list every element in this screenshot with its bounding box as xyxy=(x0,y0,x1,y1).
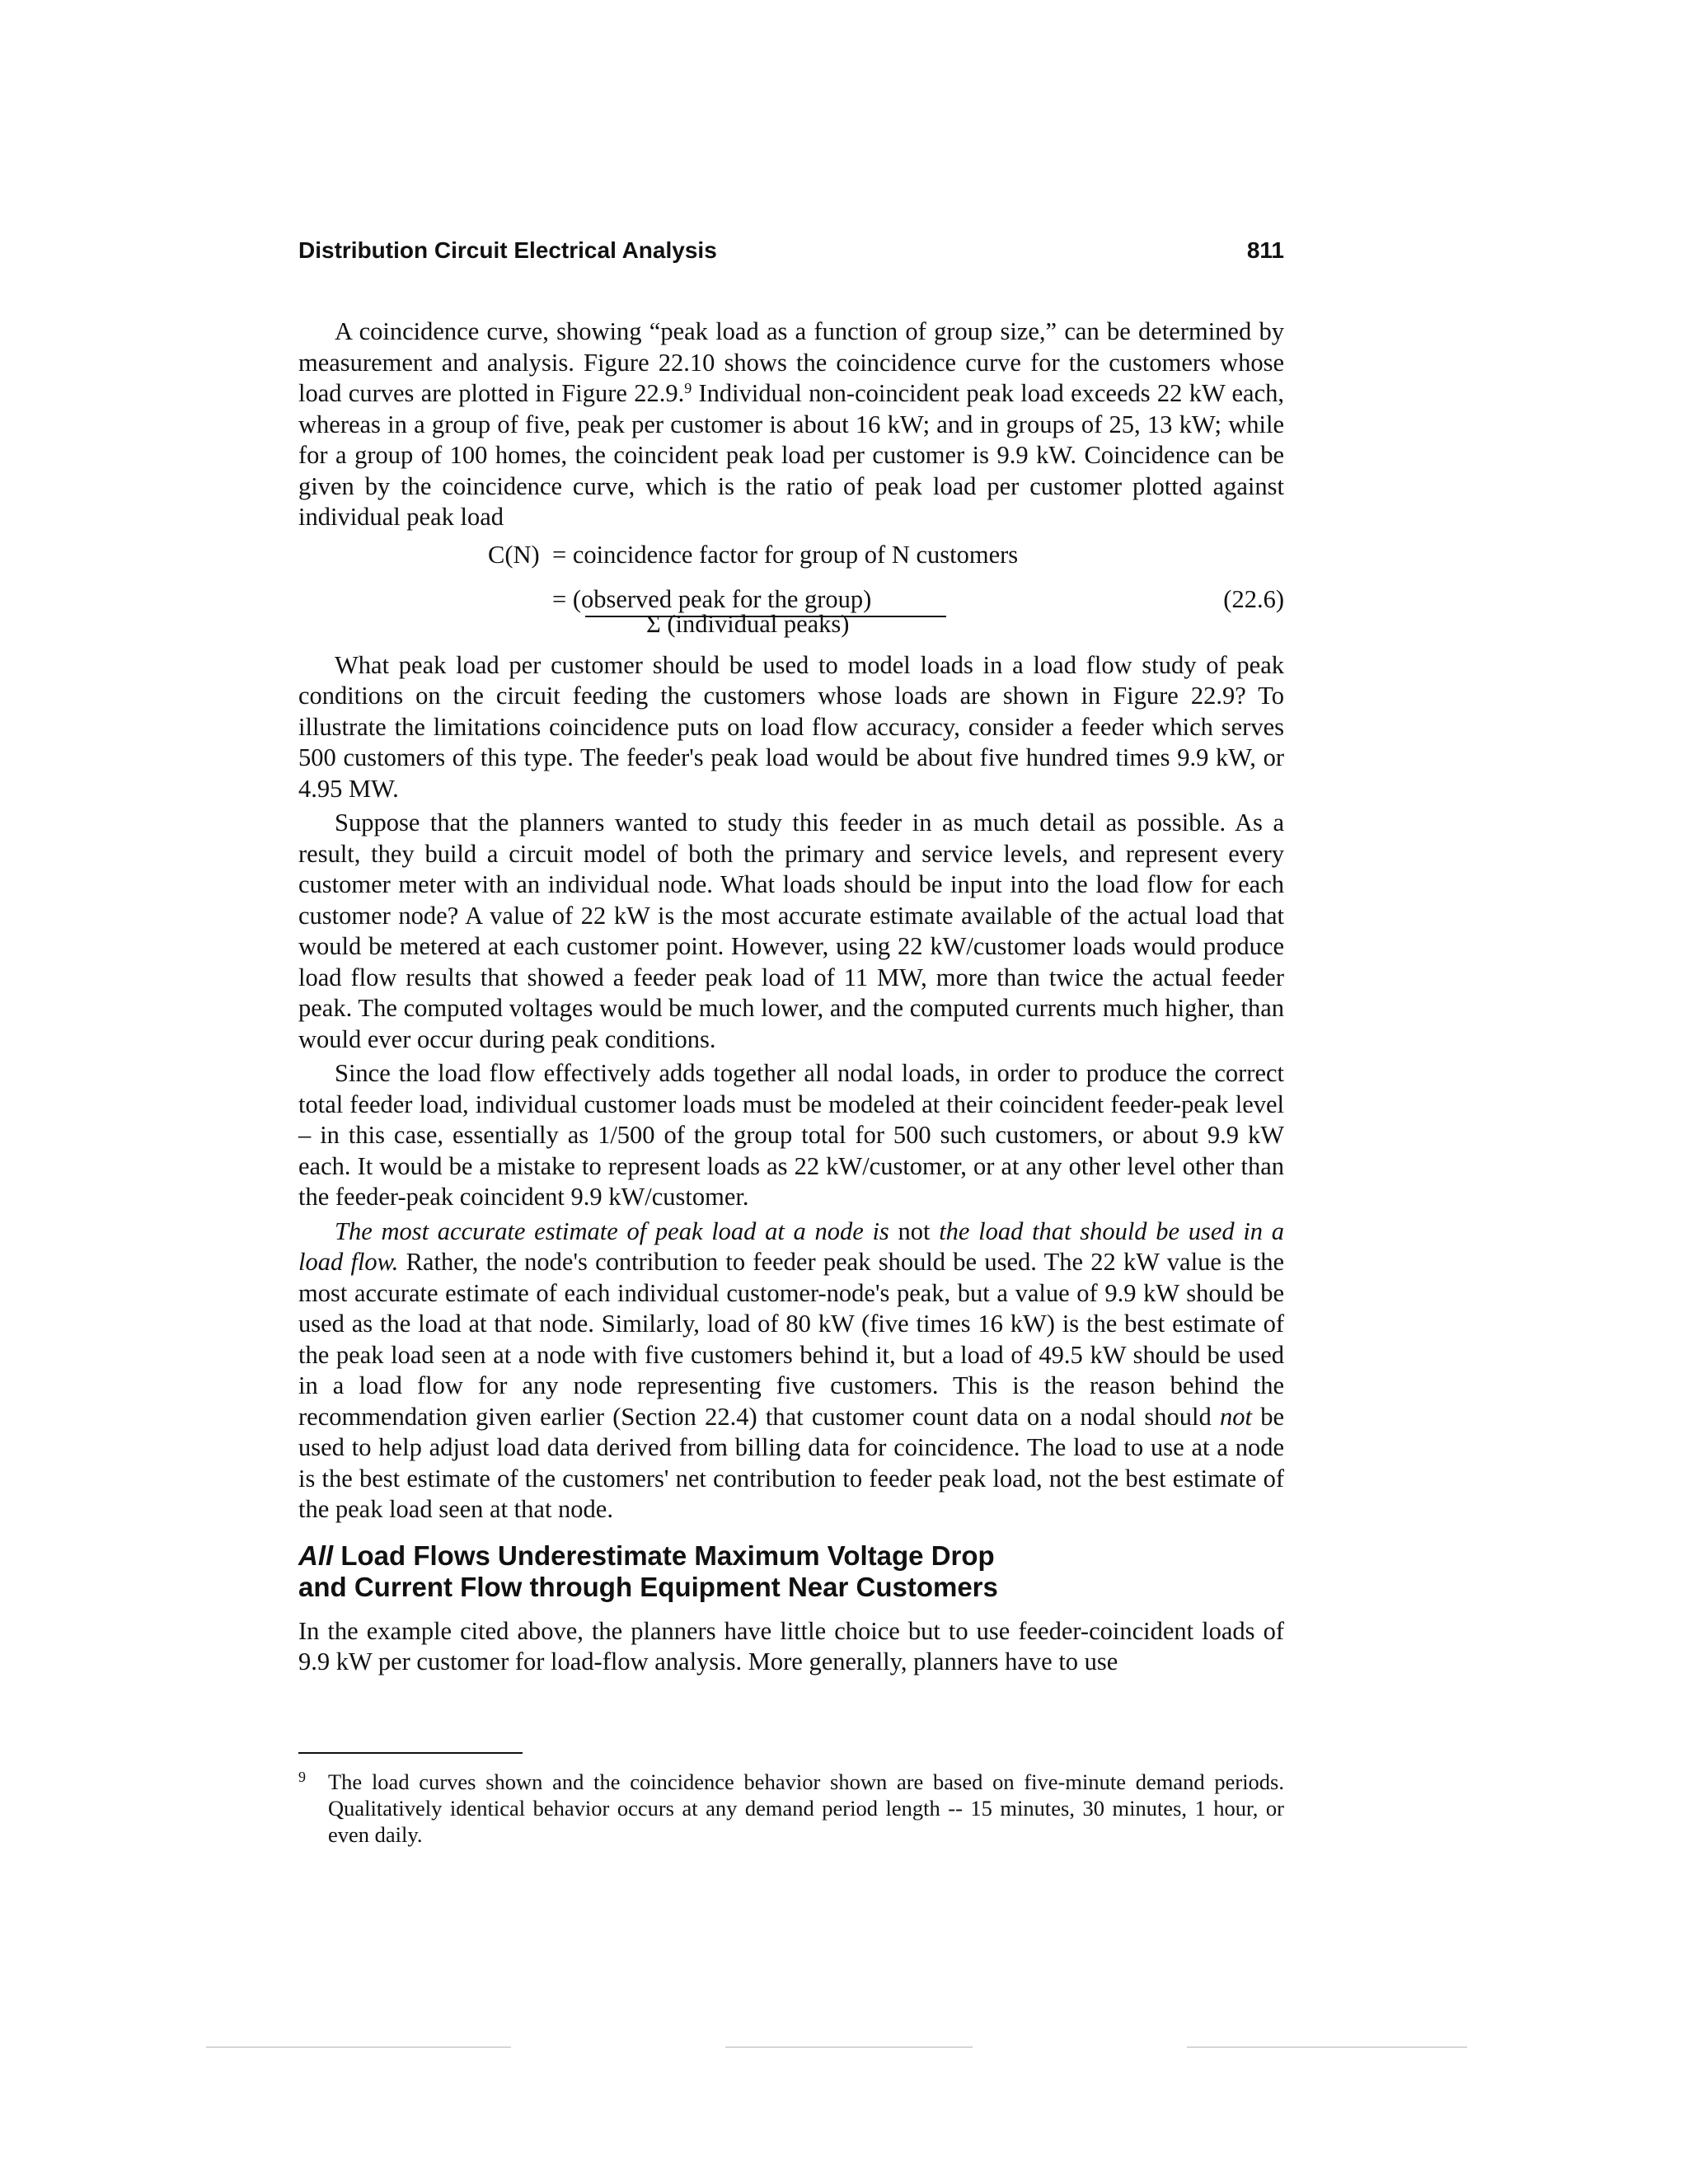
paragraph-coincidence-curve xyxy=(298,316,1284,533)
equation-22-6 xyxy=(298,540,1284,640)
scan-artifact xyxy=(206,2046,511,2048)
equation-lhs: C(N) xyxy=(488,540,540,569)
equation-numerator: = (observed peak for the group) xyxy=(552,584,872,613)
paragraph-text: Individual non-coincident peak load exceeds 22 kW each, whereas in a group of five, peak per customer is about 16 kW; and in groups of 25, 13 kW; while for a group of 100 homes, the coincident peak load per customer is 9.9 kW. Coincidence can be given by the coincidence curve, which is the ratio of peak load per customer plotted against individual peak load xyxy=(298,379,1284,531)
equation-definition: = coincidence factor for group of N customers xyxy=(552,540,1019,569)
paragraph-text: A coincidence curve, showing “peak load as a function of group size,” can be determined by measurement and analysis. Figure 22.10 shows the coincidence curve for the customers whose load curves are plotted in Figure 22.9. xyxy=(298,317,1284,407)
paragraph-most-accurate-estimate xyxy=(298,1216,1284,1526)
paragraph-text: not xyxy=(889,1216,940,1245)
page-number: 811 xyxy=(1246,237,1284,263)
heading-text: Load Flows Underestimate Maximum Voltage Drop xyxy=(333,1540,995,1571)
chapter-title: Distribution Circuit Electrical Analysis xyxy=(298,237,717,263)
scan-artifact xyxy=(725,2046,973,2048)
heading-text-line2: and Current Flow through Equipment Near Customers xyxy=(298,1571,998,1602)
equation-denominator: Σ (individual peaks) xyxy=(646,609,850,638)
footnote-rule xyxy=(298,1752,523,1754)
italic-text: not xyxy=(1219,1402,1252,1431)
footnote xyxy=(298,1769,1284,1848)
equation-number: (22.6) xyxy=(1223,584,1284,613)
paragraph-nodal-loads: Since the load flow effectively adds together all nodal loads, in order to produce the correct total feeder load, individual customer loads must be modeled at their coincident feeder-peak level – in this case, essentially as 1/500 of the group total for 500 such customers, or about 9.9 kW each. It would be a mistake to represent loads as 22 kW/customer, or at any other level other than the feeder-peak coincident 9.9 kW/customer. xyxy=(298,1059,1284,1211)
section-heading xyxy=(298,1540,1284,1603)
scan-artifact xyxy=(1187,2046,1467,2048)
paragraph-peak-load-question: What peak load per customer should be used to model loads in a load flow study of peak conditions on the circuit feeding the customers whose loads are shown in Figure 22.9? To illustrate the limitations coincidence puts on load flow accuracy, consider a feeder which serves 500 customers of this type. The feeder's peak load would be about five hundred times 9.9 kW, or 4.95 MW. xyxy=(298,650,1284,803)
paragraph-example-cited: In the example cited above, the planners have little choice but to use feeder-coincident loads of 9.9 kW per customer for load-flow analysis. More generally, planners have to use xyxy=(298,1616,1284,1675)
paragraph-text: Rather, the node's contribution to feeder peak should be used. The 22 kW value is the most accurate estimate of each individual customer-node's peak, but a value of 9.9 kW should be used as the load at that node. Similarly, load of 80 kW (five times 16 kW) is the best estimate of the peak load seen at a node with five customers behind it, but a load of 49.5 kW should be used in a load flow for any node representing five customers. This is the reason behind the recommendation given earlier (Section 22.4) that customer count data on a nodal should xyxy=(298,1248,1284,1431)
running-head xyxy=(298,237,1284,274)
italic-text: The most accurate estimate of peak load at a node is xyxy=(335,1216,889,1245)
footnote-reference: 9 xyxy=(684,380,692,396)
heading-emphasis: All xyxy=(298,1540,334,1571)
body-text xyxy=(298,316,1284,1678)
footnote-text: The load curves shown and the coincidence behavior shown are based on five-minute demand periods. Qualitatively identical behavior occurs at any demand period length -- 15 minutes, 30 minutes, 1 hour, or even daily. xyxy=(328,1769,1284,1847)
paragraph-text: be used to help adjust load data derived from billing data for coincidence. The load to use at a node is the best estimate of the customers' net contribution to feeder peak load, not the best estimate of the peak load seen at that node. xyxy=(298,1402,1284,1523)
footnote-mark: 9 xyxy=(298,1769,306,1785)
italic-text: the load that should be used in a load flow. xyxy=(298,1216,1285,1276)
paragraph-planners-model: Suppose that the planners wanted to study this feeder in as much detail as possible. As a result, they build a circuit model of both the primary and service levels, and represent every customer meter with an individual node. What loads should be input into the load flow for each customer node? A value of 22 kW is the most accurate estimate available of the actual load that would be metered at each customer point. However, using 22 kW/customer loads would produce load flow results that showed a feeder peak load of 11 MW, more than twice the actual feeder peak. The computed voltages would be much lower, and the computed currents much higher, than would ever occur during peak conditions. xyxy=(298,808,1284,1053)
